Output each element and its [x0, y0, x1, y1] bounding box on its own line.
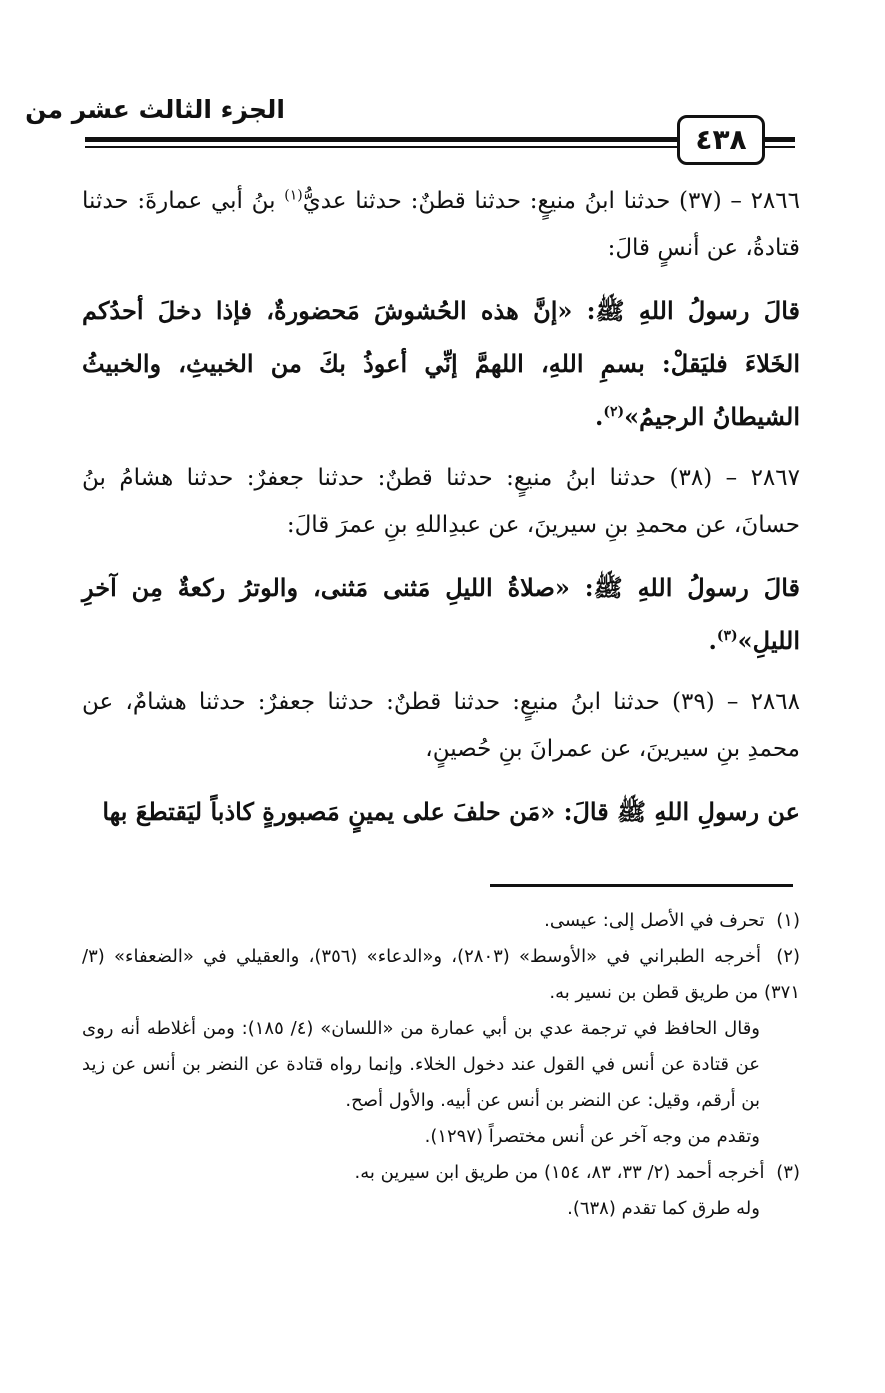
footnote-separator [490, 884, 793, 887]
footnote-ref-2: (٢) [603, 404, 625, 420]
footnote-number: (٣) [776, 1162, 800, 1183]
footnote-1 [82, 903, 800, 939]
hadith-2868-isnad: ٢٨٦٨ – (٣٩) حدثنا ابنُ منيعٍ: حدثنا قطنٌ: حدثنا جعفرٌ: حدثنا هشامٌ، عن محمدِ بنِ سيرينَ، عن عمرانَ بنِ حُصينٍ، [82, 689, 800, 762]
running-title: الجزء الثالث عشر من [25, 95, 285, 124]
footnote-ref-1: (١) [284, 187, 303, 204]
footnotes [82, 903, 800, 1227]
footnote-text: أخرجه الطبراني في «الأوسط» (٢٨٠٣)، و«الدعاء» (٣٥٦)، والعقيلي في «الضعفاء» (٣/ ٣٧١) من طريق قطن بن نسير به. [82, 946, 800, 1003]
hadith-2866-matn: قالَ رسولُ اللهِ ﷺ: «إنَّ هذه الحُشوشَ مَحضورةٌ، فإذا دخلَ أحدُكم الخَلاءَ فليَقلْ: بسمِ اللهِ، اللهمَّ إنِّي أعوذُ بكَ من الخبيثِ، والخبيثُ الشيطانُ الرجيمُ»$^{(٢)}$. [82, 296, 800, 431]
footnote-3-continuation: وله طرق كما تقدم (٦٣٨). [567, 1198, 760, 1219]
footnote-3 [82, 1155, 800, 1191]
hadith-2867-matn: قالَ رسولُ اللهِ ﷺ: «صلاةُ الليلِ مَثنى مَثنى، والوترُ ركعةٌ مِن آخرِ الليلِ»$^{(٣)}$. [82, 573, 800, 655]
footnote-ref-3: (٣) [716, 628, 738, 644]
hadith-2868-matn: عن رسولِ اللهِ ﷺ قالَ: «مَن حلفَ على يمينٍ مَصبورةٍ كاذباً ليَقتطعَ بها [102, 797, 800, 826]
footnote-2 [82, 939, 800, 1011]
footnote-number: (٢) [776, 946, 800, 967]
hadith-2866-isnad: ٢٨٦٦ – (٣٧) حدثنا ابنُ منيعٍ: حدثنا قطنٌ: حدثنا عديُّ$^{(١)}$ بنُ أبي عمارةَ: حدثنا قتادةُ، عن أنسٍ قالَ: [82, 187, 800, 261]
footnote-text: أخرجه أحمد (٢/ ٣٣، ٨٣، ١٥٤) من طريق ابن سيرين به. [354, 1162, 765, 1183]
main-text [82, 178, 800, 838]
hadith-2867-isnad: ٢٨٦٧ – (٣٨) حدثنا ابنُ منيعٍ: حدثنا قطنٌ: حدثنا جعفرٌ: حدثنا هشامُ بنُ حسانَ، عن محمدِ بنِ سيرينَ، عن عبدِاللهِ بنِ عمرَ قالَ: [82, 465, 800, 538]
footnote-2-continuation: وتقدم من وجه آخر عن أنس مختصراً (١٢٩٧). [424, 1126, 760, 1147]
footnote-text: تحرف في الأصل إلى: عيسى. [544, 910, 765, 931]
footnote-2-continuation: وقال الحافظ في ترجمة عدي بن أبي عمارة من «اللسان» (٤/ ١٨٥): ومن أغلاطه أنه روى عن قتادة عن أنس في القول عند دخول الخلاء. وإنما رواه قتادة عن النضر بن أنس عن زيد بن أرقم، وقيل: عن النضر بن أنس عن أبيه. والأول أصح. [82, 1018, 760, 1111]
footnote-number: (١) [776, 910, 800, 931]
page-number: ٤٣٨ [677, 115, 765, 165]
